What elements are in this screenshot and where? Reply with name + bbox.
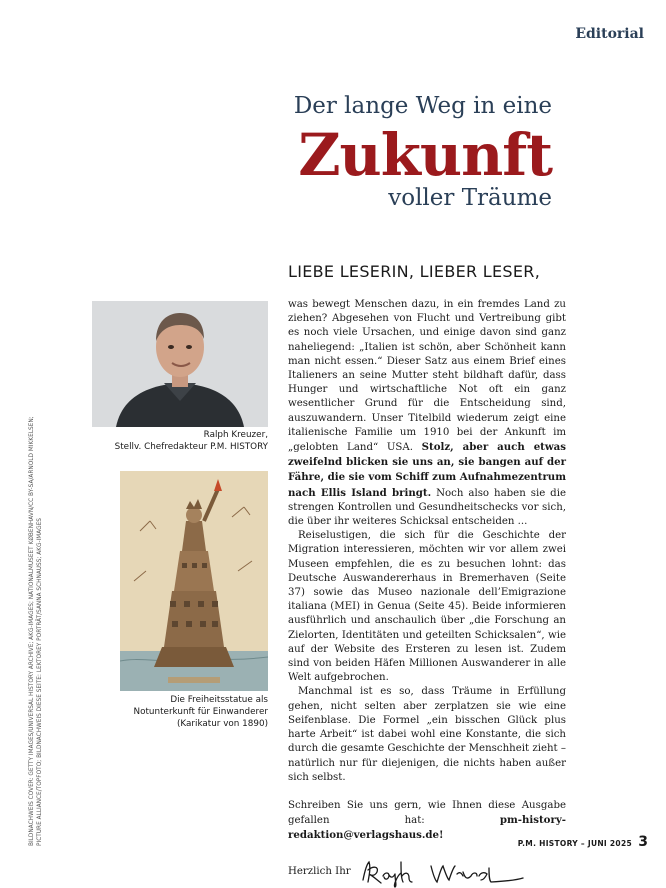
paragraph-1-start: was bewegt Menschen dazu, in ein fremdes Land zu ziehen? Abgesehen von Flucht und Vertreibung gibt es noch viele Ursachen, und einige davon sind ganz naheliegend: „Italien ist schön, aber Schönheit kann man nicht essen.“ Dieser Satz aus einem Brief eines Italieners an seine Mutter steht bildhaft dafür, dass Hunger und wirtschaftliche Not oft ein ganz wesentlicher Grund für die Entscheidung sind, auszuwandern. Unser Titelbild wiederum zeigt eine italienische Familie um 1910 bei der Ankunft im „gelobten Land“ USA. xyxy=(288,299,566,454)
page-footer: P.M. HISTORY – JUNI 2025 xyxy=(517,839,632,848)
historic-cartoon xyxy=(120,471,268,691)
headline-main-word: Zukunft xyxy=(298,121,552,189)
contact-text: Schreiben Sie uns gern, wie Ihnen diese Ausgabe gefallen hat: xyxy=(288,799,566,827)
paragraph-1-end: Noch also haben sie die strengen Kontrollen und Gesundheitschecks vor sich, die über ihr weiteres Schicksal entscheiden ... xyxy=(288,487,566,528)
contact-paragraph xyxy=(288,799,566,844)
cartoon-caption-line-1: Die Freiheitsstatue als xyxy=(170,695,268,705)
salutation: LIEBE LESERIN, LIEBER LESER, xyxy=(288,262,541,281)
cartoon-caption xyxy=(134,694,268,730)
sign-off xyxy=(288,858,566,888)
contact-email[interactable]: pm-history-redaktion@verlagshaus.de! xyxy=(288,814,566,842)
headline xyxy=(240,92,552,210)
image-credits xyxy=(28,396,44,846)
paragraph-1 xyxy=(288,298,566,529)
portrait-photo xyxy=(92,301,268,427)
greeting: Herzlich Ihr xyxy=(288,866,351,878)
paragraph-1-bold: Stolz, aber auch etwas zweifelnd blicken sie uns an, sie bangen auf der Fähre, die sie vom Schiff zum Aufnahmezentrum nach Ellis Island bringt. xyxy=(288,441,566,499)
paragraph-2: Reiselustigen, die sich für die Geschichte der Migration interessieren, möchten wir vor allem zwei Museen empfehlen, die es zu besuchen lohnt: das Deutsche Auswandererhaus in Bremerhaven (Seite 37) sowie das Museo nazionale dell’Emigrazione italiana (MEI) in Genua (Seite 45). Beide informieren ausführlich und anschaulich über „die Forschung an Zielorten, Identitäten und geteilten Schicksalen“, wie auf der Website des Ersteren zu lesen ist. Zudem sind von beiden Häfen Millionen Auswanderer in alle Welt aufgebrochen. xyxy=(288,530,566,684)
section-label: Editorial xyxy=(575,26,644,42)
image-credits-line-2: PICTURE ALLIANCE/TOPFOTO; BILDNACHWEIS DIESE SEITE: LEKTOREY PORTRÄT/SANNA SCHNAUSS; AKG-IMAGES xyxy=(37,518,43,846)
headline-line-3: voller Träume xyxy=(388,185,552,211)
headline-line-1: Der lange Weg in eine xyxy=(293,93,552,119)
editorial-body xyxy=(288,298,566,888)
paragraph-3: Manchmal ist es so, dass Träume in Erfüllung gehen, nicht selten aber zerplatzen sie wie eine Seifenblase. Die Formel „ein bisschen Glück plus harte Arbeit“ ist dabei wohl eine Konstante, die sich durch die gesamte Geschichte der Menschheit zieht – natürlich nur für diejenigen, die nichts haben außer sich selbst. xyxy=(288,686,566,783)
statue-of-liberty-cartoon-icon xyxy=(120,471,268,691)
cartoon-caption-line-2: Notunterkunft für Einwanderer xyxy=(133,707,268,717)
portrait-illustration-icon xyxy=(92,301,268,427)
photo-caption xyxy=(115,429,268,453)
cartoon-caption-line-3: (Karikatur von 1890) xyxy=(176,719,268,729)
photo-caption-role: Stellv. Chefredakteur P.M. HISTORY xyxy=(114,442,268,452)
photo-caption-name: Ralph Kreuzer, xyxy=(203,430,268,440)
page-number: 3 xyxy=(638,834,648,850)
handwritten-signature-icon xyxy=(359,858,529,888)
image-credits-line-1: BILDNACHWEIS COVER: GETTY IMAGES/UNIVERSAL HISTORY ARCHIVE; AKG-IMAGES; NATIONALMUSEET KØBENHAVN/CC BY-SA/ARNOLD MIKKELSEN; xyxy=(29,416,35,846)
